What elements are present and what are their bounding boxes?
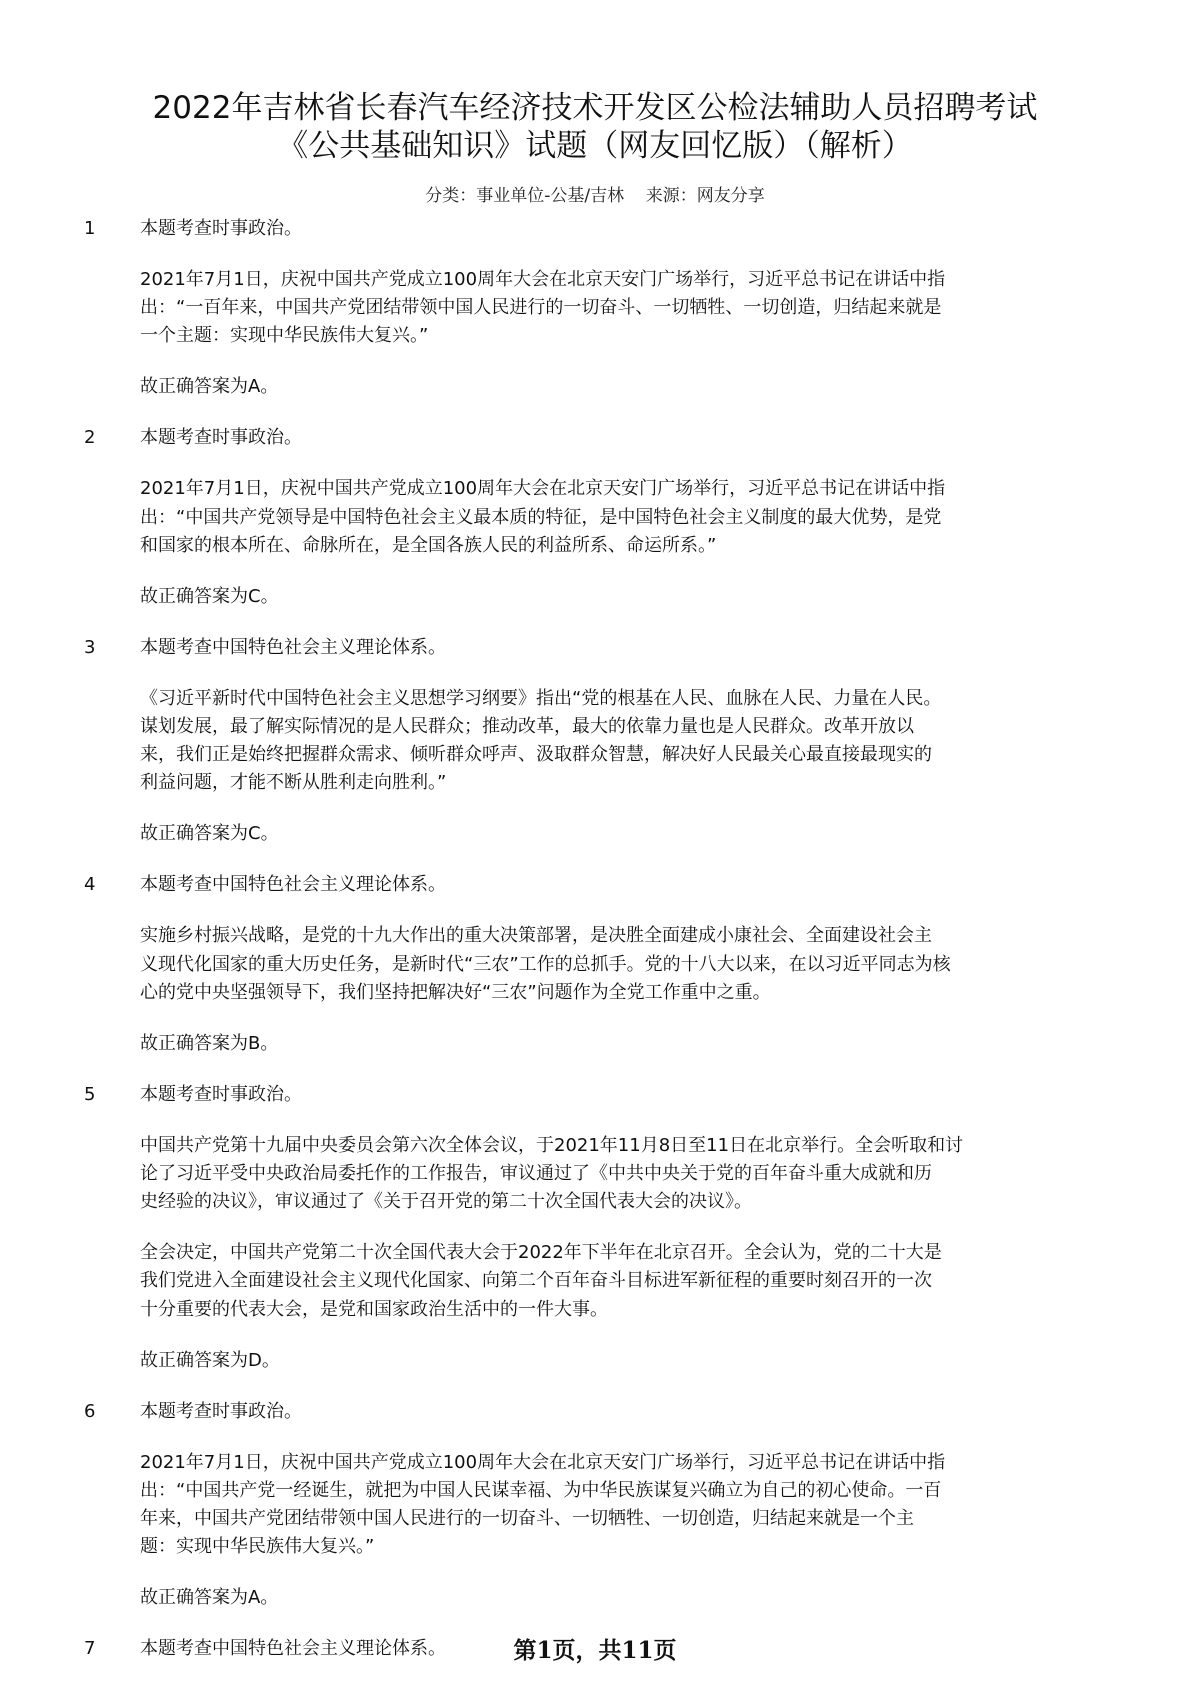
paragraph-line: 故正确答案为B。 xyxy=(140,1032,279,1054)
paragraph-line: 出：“中国共产党领导是中国特色社会主义最本质的特征，是中国特色社会主义制度的最大优势，是党 xyxy=(140,506,942,528)
paragraph-line: 和国家的根本所在、命脉所在，是全国各族人民的利益所系、命运所系。” xyxy=(140,534,717,556)
paragraph-line: 谋划发展，最了解实际情况的是人民群众；推动改革，最大的依靠力量也是人民群众。改革开放以 xyxy=(140,716,914,737)
document-meta xyxy=(0,184,1190,208)
paragraph-line: 我们党进入全面建设社会主义现代化国家、向第二个百年奋斗目标进军新征程的重要时刻召开的一次 xyxy=(140,1270,932,1292)
paragraph-line: 2021年7月1日，庆祝中国共产党成立100周年大会在北京天安门广场举行，习近平总书记在讲话中指 xyxy=(140,478,946,500)
document-title-line-2: 《公共基础知识》试题（网友回忆版）（解析） xyxy=(277,128,913,164)
paragraph-line: 2021年7月1日，庆祝中国共产党成立100周年大会在北京天安门广场举行，习近平总书记在讲话中指 xyxy=(140,1451,946,1473)
paragraph-line: 利益问题，才能不断从胜利走向胜利。” xyxy=(140,772,447,794)
paragraph-line: 史经验的决议》，审议通过了《关于召开党的第二十次全国代表大会的决议》。 xyxy=(140,1191,752,1213)
paragraph-line: 故正确答案为D。 xyxy=(140,1349,280,1371)
paragraph-line: 《习近平新时代中国特色社会主义思想学习纲要》指出“党的根基在人民、血脉在人民、力量在人民。 xyxy=(140,687,942,709)
paragraph-line: 十分重要的代表大会，是党和国家政治生活中的一件大事。 xyxy=(140,1298,608,1320)
meta-separator xyxy=(624,186,646,206)
source-label: 来源：网友分享 xyxy=(645,186,765,206)
category-label: 分类：事业单位-公基/吉林 xyxy=(425,186,625,206)
paragraph-line: 本题考查时事政治。 xyxy=(140,1083,302,1105)
paragraph-line: 本题考查时事政治。 xyxy=(140,427,302,449)
paragraph-line: 来，我们正是始终把握群众需求、倾听群众呼声、汲取群众智慧，解决好人民最关心最直接最现实的 xyxy=(140,744,932,766)
question-number: 5 xyxy=(84,1083,96,1105)
question-number: 6 xyxy=(84,1400,96,1422)
paragraph-line: 全会决定，中国共产党第二十次全国代表大会于2022年下半年在北京召开。全会认为，党的二十大是 xyxy=(140,1242,942,1264)
question-number: 4 xyxy=(84,874,96,896)
paragraph-line: 故正确答案为A。 xyxy=(140,376,279,398)
paragraph-line: 故正确答案为C。 xyxy=(140,823,279,845)
paragraph-line: 题：实现中华民族伟大复兴。” xyxy=(140,1536,375,1558)
paragraph-line: 2021年7月1日，庆祝中国共产党成立100周年大会在北京天安门广场举行，习近平总书记在讲话中指 xyxy=(140,269,946,290)
paragraph-line: 中国共产党第十九届中央委员会第六次全体会议，于2021年11月8日至11日在北京举行。全会听取和讨 xyxy=(140,1134,964,1156)
question-number: 3 xyxy=(84,636,96,658)
paragraph-line: 心的党中央坚强领导下，我们坚持把解决好“三农”问题作为全党工作重中之重。 xyxy=(140,981,771,1003)
paragraph-line: 出：“一百年来，中国共产党团结带领中国人民进行的一切奋斗、一切牺牲、一切创造，归结起来就是 xyxy=(140,297,942,319)
paragraph-line: 本题考查时事政治。 xyxy=(140,1400,302,1422)
paragraph-line: 故正确答案为C。 xyxy=(140,585,279,607)
paragraph-line: 一个主题：实现中华民族伟大复兴。” xyxy=(140,325,429,347)
paragraph-line: 年来，中国共产党团结带领中国人民进行的一切奋斗、一切牺牲、一切创造，归结起来就是一个主 xyxy=(140,1508,914,1529)
page-number: 第1页，共11页 xyxy=(513,1637,677,1664)
paragraph-line: 本题考查时事政治。 xyxy=(140,218,302,239)
question-number: 1 xyxy=(84,218,96,239)
question-number: 2 xyxy=(84,427,96,449)
paragraph-line: 论了习近平受中央政治局委托作的工作报告，审议通过了《中共中央关于党的百年奋斗重大成就和历 xyxy=(140,1163,932,1184)
paragraph-line: 故正确答案为A。 xyxy=(140,1587,279,1609)
paragraph-line: 实施乡村振兴战略，是党的十九大作出的重大决策部署，是决胜全面建成小康社会、全面建设社会主 xyxy=(140,925,932,947)
paragraph-line: 本题考查中国特色社会主义理论体系。 xyxy=(140,1638,446,1660)
paragraph-line: 本题考查中国特色社会主义理论体系。 xyxy=(140,636,446,658)
paragraph-line: 本题考查中国特色社会主义理论体系。 xyxy=(140,874,446,896)
paragraph-line: 义现代化国家的重大历史任务，是新时代“三农”工作的总抓手。党的十八大以来，在以习近平同志为核 xyxy=(140,953,951,975)
document-title-line-1: 2022年吉林省长春汽车经济技术开发区公检法辅助人员招聘考试 xyxy=(152,90,1038,126)
question-number: 7 xyxy=(84,1638,96,1660)
paragraph-line: 出：“中国共产党一经诞生，就把为中国人民谋幸福、为中华民族谋复兴确立为自己的初心使命。一百 xyxy=(140,1479,942,1501)
